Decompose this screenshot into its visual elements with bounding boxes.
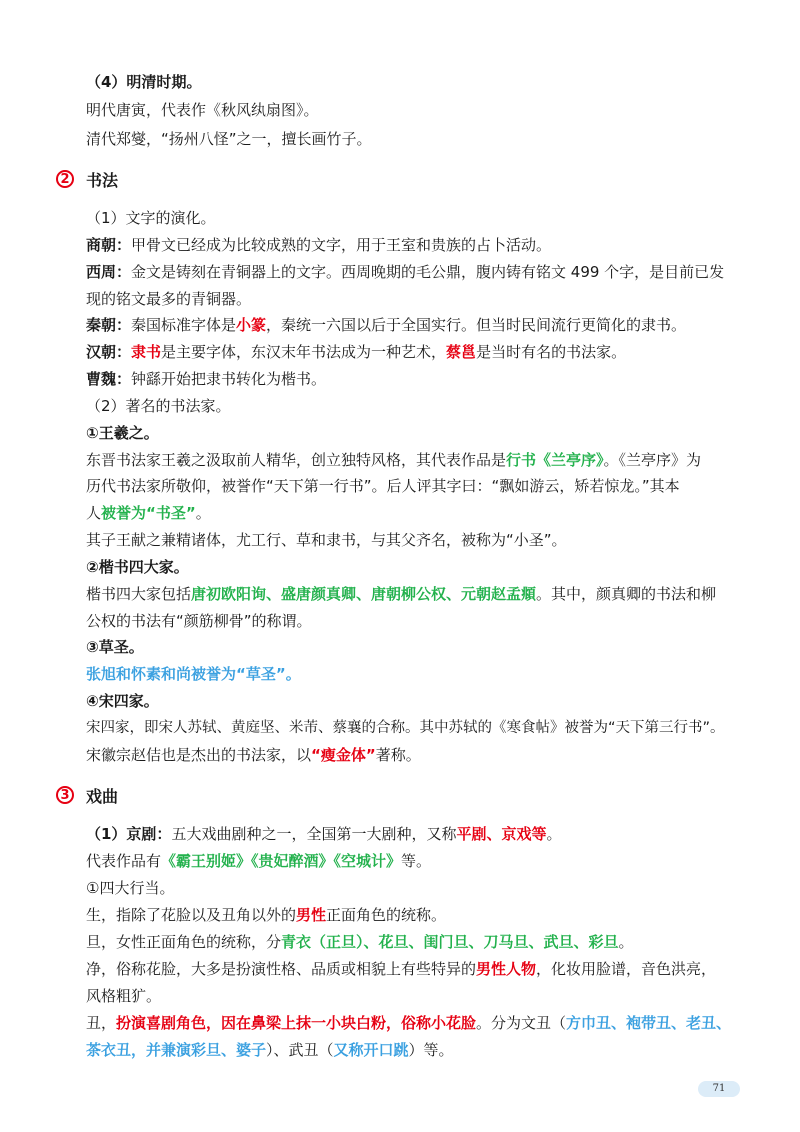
jing-line-1 bbox=[86, 959, 740, 979]
shang-line bbox=[86, 235, 740, 255]
chou-line-2 bbox=[86, 1040, 740, 1060]
text: 著称。 bbox=[375, 746, 421, 764]
text: 旦，女性正面角色的统称，分 bbox=[86, 933, 282, 951]
highlight-red: 男性 bbox=[296, 906, 327, 924]
text: 等。 bbox=[401, 852, 432, 870]
ming-qing-line-1: 明代唐寅，代表作《秋风纨扇图》。 bbox=[86, 101, 319, 119]
xizhou-line-2: 现的铭文最多的青铜器。 bbox=[86, 290, 252, 308]
highlight-blue: 方巾丑、袍带丑、老丑、 bbox=[566, 1014, 732, 1032]
wang-xizhi-line-3 bbox=[86, 503, 740, 523]
caosheng-line: 张旭和怀素和尚被誉为“草圣”。 bbox=[86, 665, 301, 683]
page-number: 71 bbox=[698, 1081, 740, 1097]
ming-qing-line-2: 清代郑燮，“扬州八怪”之一，擅长画竹子。 bbox=[86, 130, 372, 148]
period-label: 秦朝： bbox=[86, 316, 132, 334]
section-calligraphy-header bbox=[56, 168, 118, 190]
period-label: 西周： bbox=[86, 263, 132, 281]
chou-line-1 bbox=[86, 1013, 740, 1033]
text: 宋徽宗赵佶也是杰出的书法家，以 bbox=[86, 746, 312, 764]
text: 。 bbox=[618, 933, 634, 951]
representative-works-line bbox=[86, 851, 740, 871]
caosheng-heading: ③草圣。 bbox=[86, 638, 144, 656]
kaishu-line-1 bbox=[86, 584, 740, 604]
text: ）、武丑（ bbox=[266, 1041, 334, 1059]
circled-number-icon: 2 bbox=[56, 170, 74, 188]
song-heading: ④宋四家。 bbox=[86, 692, 159, 710]
text: 楷书四大家包括 bbox=[86, 585, 192, 603]
ming-qing-heading: （4）明清时期。 bbox=[86, 73, 202, 91]
highlight-green: 唐初欧阳询、盛唐颜真卿、唐朝柳公权、元朝赵孟頫 bbox=[191, 585, 537, 603]
text: 五大戏曲剧种之一，全国第一大剧种，又称 bbox=[171, 825, 457, 843]
wang-xizhi-line-4: 其子王献之兼精诸体，尤工行、草和隶书，与其父齐名，被称为“小圣”。 bbox=[86, 531, 567, 549]
highlight-red: 隶书 bbox=[131, 343, 162, 361]
wang-xizhi-line-1 bbox=[86, 450, 740, 470]
kaishu-heading: ②楷书四大家。 bbox=[86, 558, 189, 576]
highlight-green: 被誉为“书圣” bbox=[101, 504, 196, 522]
jingju-line bbox=[86, 824, 740, 844]
qin-line bbox=[86, 315, 740, 335]
circled-number-icon: 3 bbox=[56, 786, 74, 804]
text: 正面角色的统称。 bbox=[326, 906, 447, 924]
text: 东晋书法家王羲之汲取前人精华，创立独特风格，其代表作品是 bbox=[86, 451, 507, 469]
text: ，化妆用脸谱，音色洪亮， bbox=[536, 960, 717, 978]
text: 是当时有名的书法家。 bbox=[476, 343, 627, 361]
sub-heading-evolution: （1）文字的演化。 bbox=[86, 209, 216, 227]
text: 秦国标准字体是 bbox=[131, 316, 237, 334]
text: 生，指除了花脸以及丑角以外的 bbox=[86, 906, 297, 924]
highlight-red: 扮演喜剧角色，因在鼻梁上抹一小块白粉，俗称小花脸 bbox=[116, 1014, 477, 1032]
highlight-green: 行书《兰亭序》 bbox=[506, 451, 604, 469]
four-roles-heading: ①四大行当。 bbox=[86, 879, 175, 897]
text: 。《兰亭序》为 bbox=[603, 451, 702, 469]
highlight-red: 蔡邕 bbox=[446, 343, 477, 361]
text: 。 bbox=[195, 504, 211, 522]
highlight-green: 《霸王别姬》《贵妃醉酒》《空城计》 bbox=[161, 852, 402, 870]
period-text: 钟繇开始把隶书转化为楷书。 bbox=[131, 370, 327, 388]
text: 。 bbox=[546, 825, 562, 843]
text: 。分为文丑（ bbox=[476, 1014, 567, 1032]
text: 人 bbox=[86, 504, 102, 522]
wang-xizhi-heading: ①王羲之。 bbox=[86, 424, 159, 442]
song-line-1: 宋四家，即宋人苏轼、黄庭坚、米芾、蔡襄的合称。其中苏轼的《寒食帖》被誉为“天下第三行书”。 bbox=[86, 720, 725, 736]
section-title: 戏曲 bbox=[86, 786, 119, 806]
text: ）等。 bbox=[408, 1041, 454, 1059]
period-text: 金文是铸刻在青铜器上的文字。西周晚期的毛公鼎，腹内铸有铭文 499 个字，是目前已发 bbox=[131, 263, 725, 281]
period-label: 商朝： bbox=[86, 236, 132, 254]
highlight-green: 青衣（正旦）、花旦、闺门旦、刀马旦、武旦、彩旦 bbox=[281, 933, 619, 951]
sheng-line bbox=[86, 905, 740, 925]
wang-xizhi-line-2: 历代书法家所敬仰，被誉作“天下第一行书”。后人评其字曰：“飘如游云，矫若惊龙。”其本 bbox=[86, 477, 680, 495]
dan-line bbox=[86, 932, 740, 952]
kaishu-line-2: 公权的书法有“颜筋柳骨”的称谓。 bbox=[86, 612, 312, 630]
text: 净，俗称花脸，大多是扮演性格、品质或相貌上有些特异的 bbox=[86, 960, 477, 978]
text: 代表作品有 bbox=[86, 852, 162, 870]
highlight-red: 平剧、京戏等 bbox=[456, 825, 547, 843]
section-opera-header bbox=[56, 784, 118, 806]
jing-line-2: 风格粗犷。 bbox=[86, 987, 162, 1005]
text: 。其中，颜真卿的书法和柳 bbox=[536, 585, 717, 603]
highlight-blue: 茶衣丑，并兼演彩旦、婆子 bbox=[86, 1041, 267, 1059]
period-label: 汉朝： bbox=[86, 343, 132, 361]
section-title: 书法 bbox=[86, 170, 119, 190]
xizhou-line-1 bbox=[86, 262, 740, 282]
caowei-line bbox=[86, 369, 740, 389]
text: ，秦统一六国以后于全国实行。但当时民间流行更简化的隶书。 bbox=[266, 316, 687, 334]
song-line-2 bbox=[86, 745, 740, 765]
highlight-red: 男性人物 bbox=[476, 960, 537, 978]
han-line bbox=[86, 342, 740, 362]
highlight-red: 小篆 bbox=[236, 316, 267, 334]
highlight-red: “瘦金体” bbox=[311, 746, 376, 764]
text: 是主要字体，东汉末年书法成为一种艺术， bbox=[161, 343, 447, 361]
period-label: 曹魏： bbox=[86, 370, 132, 388]
period-text: 甲骨文已经成为比较成熟的文字，用于王室和贵族的占卜活动。 bbox=[131, 236, 552, 254]
label: （1）京剧： bbox=[86, 825, 172, 843]
sub-heading-calligraphers: （2）著名的书法家。 bbox=[86, 397, 231, 415]
text: 丑， bbox=[86, 1014, 117, 1032]
highlight-blue: 又称开口跳 bbox=[333, 1041, 409, 1059]
